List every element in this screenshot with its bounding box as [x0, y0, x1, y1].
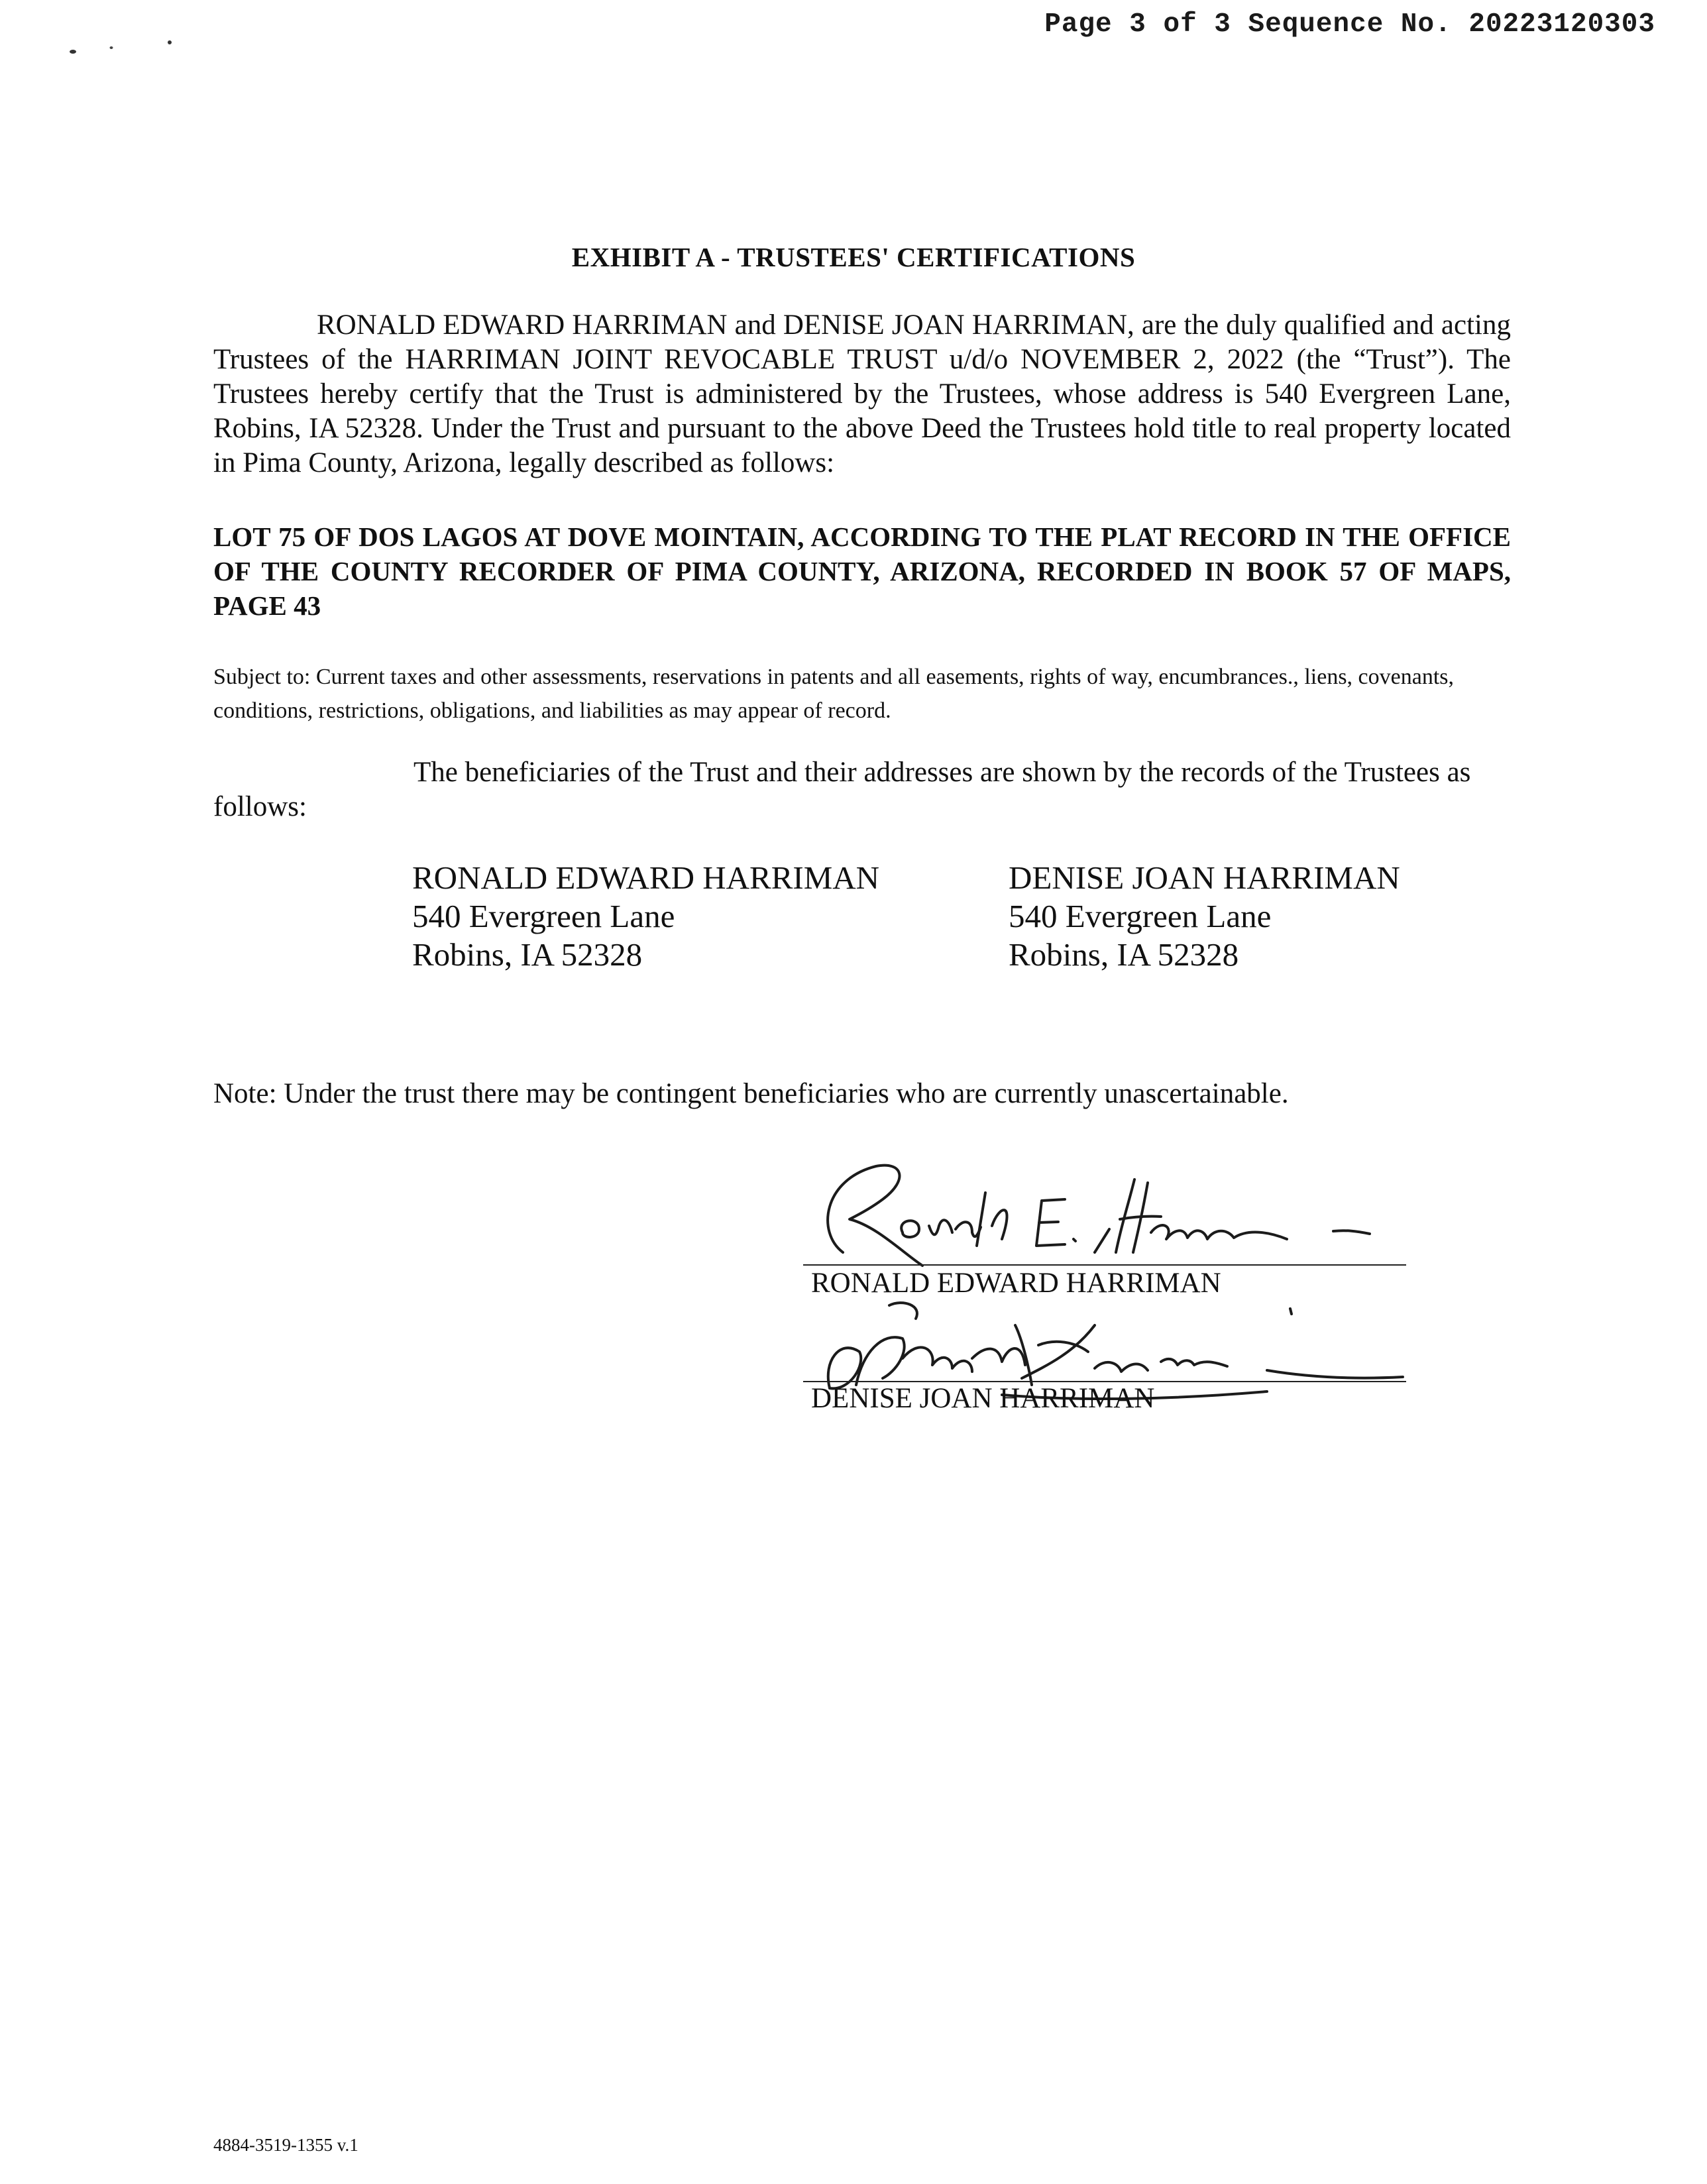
signature-block-denise: [803, 1299, 1406, 1431]
document-id-footer: 4884-3519-1355 v.1: [213, 2135, 358, 2155]
beneficiary-name: DENISE JOAN HARRIMAN: [1009, 859, 1400, 896]
signatory-printed-name: DENISE JOAN HARRIMAN: [811, 1383, 1155, 1414]
signature-line: [803, 1264, 1406, 1266]
signature-block-ronald: [803, 1153, 1406, 1299]
beneficiaries-intro: The beneficiaries of the Trust and their addresses are shown by the records of the Trustees as follows:: [213, 757, 1471, 822]
contingent-beneficiaries-note: Note: Under the trust there may be contingent beneficiaries who are currently unascertainable.: [213, 1078, 1289, 1109]
beneficiary-block-ronald: [412, 859, 879, 974]
legal-description: LOT 75 OF DOS LAGOS AT DOVE MOINTAIN, ACCORDING TO THE PLAT RECORD IN THE OFFICE OF THE COUNTY RECORDER OF PIMA COUNTY, ARIZONA, RECORDED IN BOOK 57 OF MAPS, PAGE 43: [213, 521, 1511, 621]
handwritten-signature-ronald: [803, 1153, 1406, 1285]
beneficiary-city: Robins, IA 52328: [1009, 936, 1239, 973]
beneficiary-block-denise: [1009, 859, 1400, 974]
trustees-certification-paragraph: RONALD EDWARD HARRIMAN and DENISE JOAN HARRIMAN, are the duly qualified and acting Trustees of the HARRIMAN JOINT REVOCABLE TRUST u/d/o NOVEMBER 2, 2022 (the “Trust”). The Trustees hereby certify that the Trust is administered by the Trustees, whose address is 540 Evergreen Lane, Robins, IA 52328. Under the Trust and pursuant to the above Deed the Trustees hold title to real property located in Pima County, Arizona, legally described as follows:: [213, 309, 1511, 478]
page-sequence-stamp: Page 3 of 3 Sequence No. 20223120303: [1044, 9, 1655, 40]
beneficiary-street: 540 Evergreen Lane: [412, 898, 675, 934]
signatory-printed-name: RONALD EDWARD HARRIMAN: [811, 1268, 1221, 1299]
scan-specks: [66, 34, 179, 61]
subject-to-paragraph: Subject to: Current taxes and other assessments, reservations in patents and all easements, rights of way, encumbrances., liens, covenants, conditions, restrictions, obligations, and liabilities as may appear of record.: [213, 665, 1455, 723]
beneficiary-name: RONALD EDWARD HARRIMAN: [412, 859, 880, 896]
beneficiary-city: Robins, IA 52328: [412, 936, 643, 973]
beneficiary-street: 540 Evergreen Lane: [1009, 898, 1272, 934]
document-title: EXHIBIT A - TRUSTEES' CERTIFICATIONS: [571, 242, 1136, 272]
